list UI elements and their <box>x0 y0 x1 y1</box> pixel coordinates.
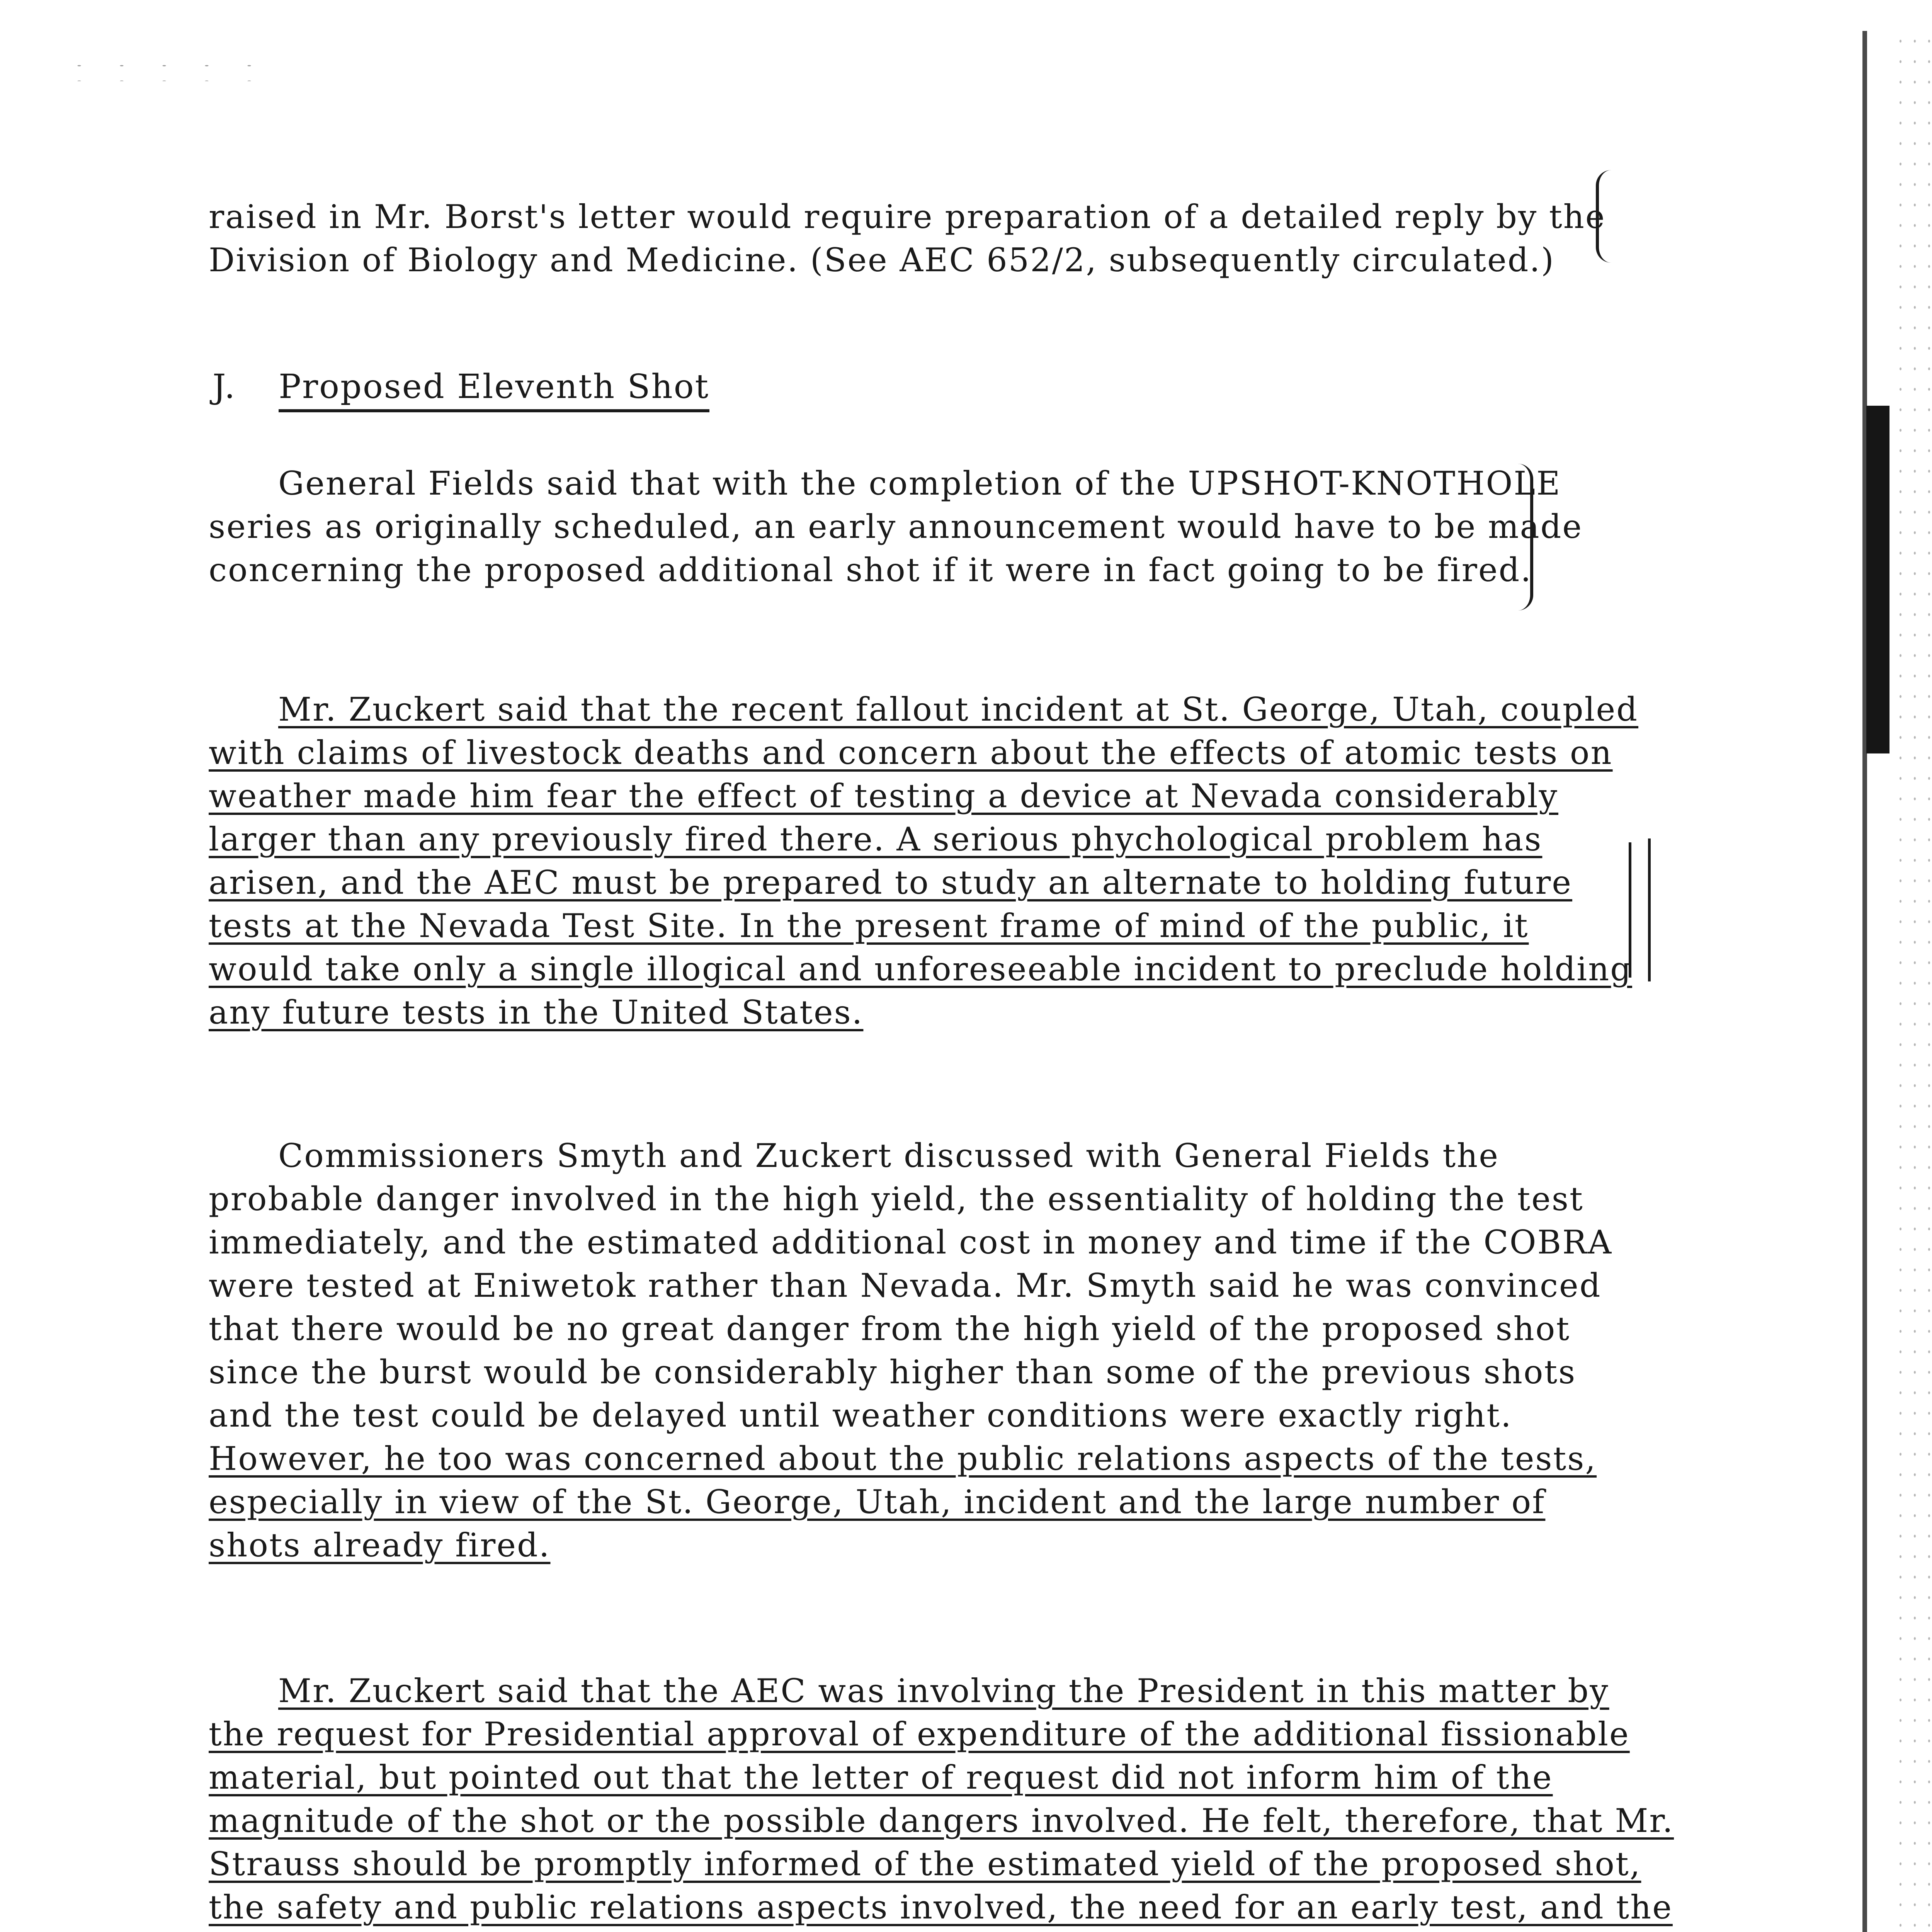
section-title: Proposed Eleventh Shot <box>279 367 709 412</box>
paragraph-zuckert-fallout: Mr. Zuckert said that the recent fallout incident at St. George, Utah, coupled with claims of livestock deaths and concern about the effects of atomic tests on weather made him fear the effect of testing a device at Nevada considerably larger than any previously fired there. A serious phychological problem has arisen, and the AEC must be prepared to study an alternate to holding future tests at the Nevada Test Site. In the present frame of mind of the public, it would take only a single illogical and unforeseeable incident to preclude holding any future tests in the United States. <box>209 690 1639 1031</box>
section-heading <box>213 365 709 408</box>
scan-edge-bar <box>1866 406 1889 753</box>
section-number: J. <box>213 367 236 406</box>
scan-edge-line <box>1862 31 1867 1932</box>
commissioners-text: Commissioners Smyth and Zuckert discussed with General Fields the probable danger involved in the high yield, the essentiality of holding the test immediately, and the estimated additional cost in money and time if the COBRA were tested at Eniwetok rather than Nevada. Mr. Smyth said he was convinced that there would be no great danger from the high yield of the proposed shot since the burst would be considerably higher than some of the previous shots and the test could be delayed until weather conditions were exactly right. <box>209 1137 1613 1434</box>
paragraph-continued: raised in Mr. Borst's letter would require preparation of a detailed reply by the Division of Biology and Medicine. (See AEC 652/2, subsequently circulated.) <box>209 198 1606 279</box>
margin-double-line-2 <box>1648 838 1651 981</box>
commissioners-underlined: However, he too was concerned about the public relations aspects of the tests, especially in view of the St. George, Utah, incident and the large number of shots already fired. <box>209 1440 1597 1564</box>
paragraph-commissioners <box>209 1134 1638 1567</box>
scan-artifact-dots <box>58 58 251 81</box>
paragraph-general-fields: General Fields said that with the completion of the UPSHOT-KNOTHOLE series as originally scheduled, an early announcement would have to be made concerning the proposed additional shot if it were in fact going to be fired. <box>209 464 1583 589</box>
paragraph-zuckert-president: Mr. Zuckert said that the AEC was involving the President in this matter by the request for Presidential approval of expenditure of the additional fissionable material, but pointed out that the letter of request did not inform him of the magnitude of the shot or the possible dangers involved. He felt, therefore, that Mr. Strauss should be promptly informed of the estimated yield of the proposed shot, the safety and public relations aspects involved, the need for an early test, and the <box>209 1672 1674 1926</box>
scan-edge-speckle <box>1893 31 1932 1932</box>
